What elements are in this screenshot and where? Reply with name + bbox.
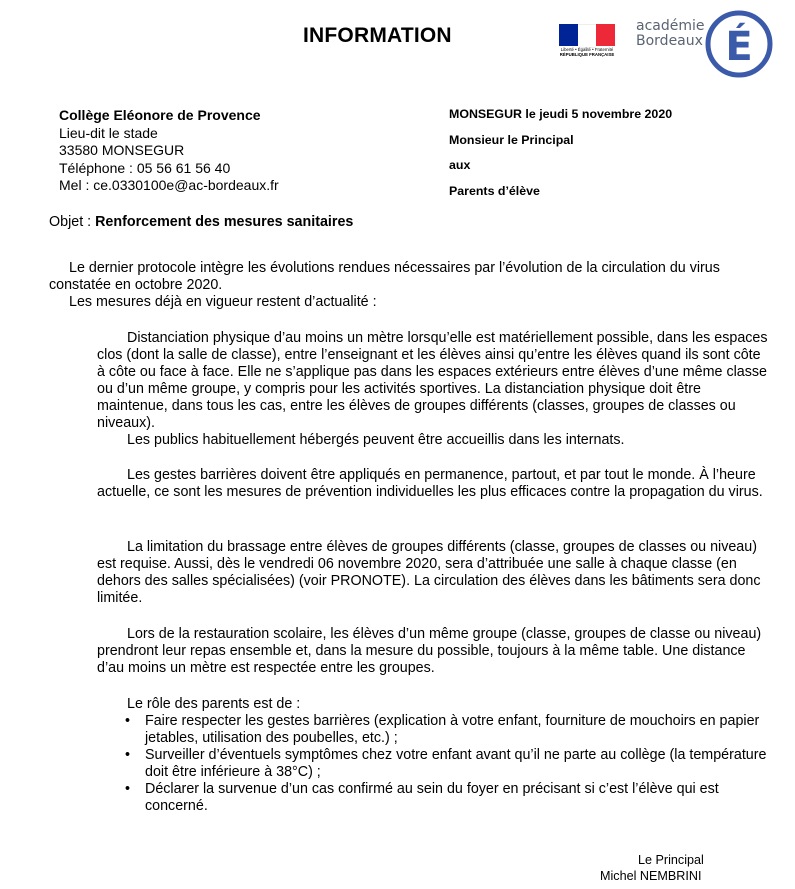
gestes-section xyxy=(97,467,769,501)
school-address-line1: Lieu-dit le stade xyxy=(59,124,158,141)
intro-line-2: constatée en octobre 2020. xyxy=(49,277,223,293)
to-word: aux xyxy=(449,158,471,172)
gestes-paragraph: Les gestes barrières doivent être appliqués en permanence, partout, et par tout le monde. À l’heure actuelle, ce sont les mesures de prévention individuelles les plus efficaces contre la propagation du virus. xyxy=(97,467,763,500)
school-phone: Téléphone : 05 56 61 56 40 xyxy=(59,159,231,176)
parents-intro: Le rôle des parents est de : xyxy=(127,696,301,712)
internats-paragraph: Les publics habituellement hébergés peuvent être accueillis dans les internats. xyxy=(127,432,625,448)
republique-francaise-logo xyxy=(556,24,618,62)
school-email: Mel : ce.0330100e@ac-bordeaux.fr xyxy=(59,177,279,193)
brassage-paragraph: La limitation du brassage entre élèves de groupes différents (classe, groupes de classes ou niveau) est requise. Aussi, dès le vendredi 06 novembre 2020, sera d’attribuée une salle à chaque classe (en dehors des salles spécialisées) (voir PRONOTE). La circulation des élèves dans les bâtiments sera donc limitée. xyxy=(97,539,761,606)
intro-line-3: Les mesures déjà en vigueur restent d’actualité : xyxy=(69,294,377,310)
signature-name: Michel NEMBRINI xyxy=(600,868,702,883)
from-line: Monsieur le Principal xyxy=(449,132,574,147)
document-title: INFORMATION xyxy=(303,24,452,47)
recipient-block xyxy=(449,104,672,206)
distanciation-section xyxy=(97,330,769,449)
signature-role: Le Principal xyxy=(638,853,704,867)
parents-section xyxy=(97,696,769,815)
academie-e-icon xyxy=(700,2,778,80)
academie-bordeaux-logo xyxy=(632,0,762,82)
subject-label: Objet : xyxy=(49,214,92,230)
restauration-paragraph: Lors de la restauration scolaire, les élèves d’un même groupe (classe, groupes de classe ou niveau) prendront leur repas ensemble et, dans la mesure du possible, toujours à la même table. Une distance d’au moins un mètre est respectée entre les groupes. xyxy=(97,626,762,676)
intro-paragraph xyxy=(49,260,765,311)
republique-motto: Liberté • Égalité • Fraternité xyxy=(560,47,614,52)
school-address-line2: 33580 MONSEGUR xyxy=(59,142,185,158)
to-line: Parents d’élève xyxy=(449,183,540,198)
distanciation-paragraph: Distanciation physique d’au moins un mètre lorsqu’elle est matériellement possible, dans les espaces clos (dont la salle de classe), entre l’enseignant et les élèves ainsi qu’entre les élèves quand ils sont côte à côte ou face à face. Elle ne s’applique pas dans les espaces extérieurs entre élèves d’une même classe ou d’un même groupe, y compris pour les activités sportives. La distanciation physique doit être maintenue, dans tous les cas, entre les élèves de groupes différents (classes, groupes de classes ou niveaux). xyxy=(97,330,768,431)
signature-block xyxy=(600,853,704,884)
list-item: • Surveiller d’éventuels symptômes chez votre enfant avant qu’il ne parte au collège (la température doit être inférieure à 38°C) ; xyxy=(97,747,769,781)
bordeaux-word: Bordeaux xyxy=(636,33,703,49)
restauration-section xyxy=(97,626,769,677)
subject-text: Renforcement des mesures sanitaires xyxy=(95,214,354,230)
list-item: • Faire respecter les gestes barrières (explication à votre enfant, fourniture de mouchoirs en papier jetables, utilisation des poubelles, etc.) ; xyxy=(97,713,769,747)
list-item: • Déclarer la survenue d’un cas confirmé au sein du foyer en précisant si c’est l’élève qui est concerné. xyxy=(97,781,769,815)
date-line: MONSEGUR le jeudi 5 novembre 2020 xyxy=(449,107,673,121)
academie-letter: É xyxy=(725,24,753,70)
republique-name: RÉPUBLIQUE FRANÇAISE xyxy=(559,52,615,57)
school-name: Collège Eléonore de Provence xyxy=(59,107,261,123)
french-flag-icon xyxy=(559,24,615,46)
intro-line-1: Le dernier protocole intègre les évolutions rendues nécessaires par l’évolution de la circulation du virus xyxy=(69,260,720,276)
brassage-section xyxy=(97,539,769,607)
sender-block xyxy=(59,107,279,195)
parents-list xyxy=(97,713,769,815)
academie-word: académie xyxy=(636,18,705,34)
subject-line xyxy=(49,214,353,230)
